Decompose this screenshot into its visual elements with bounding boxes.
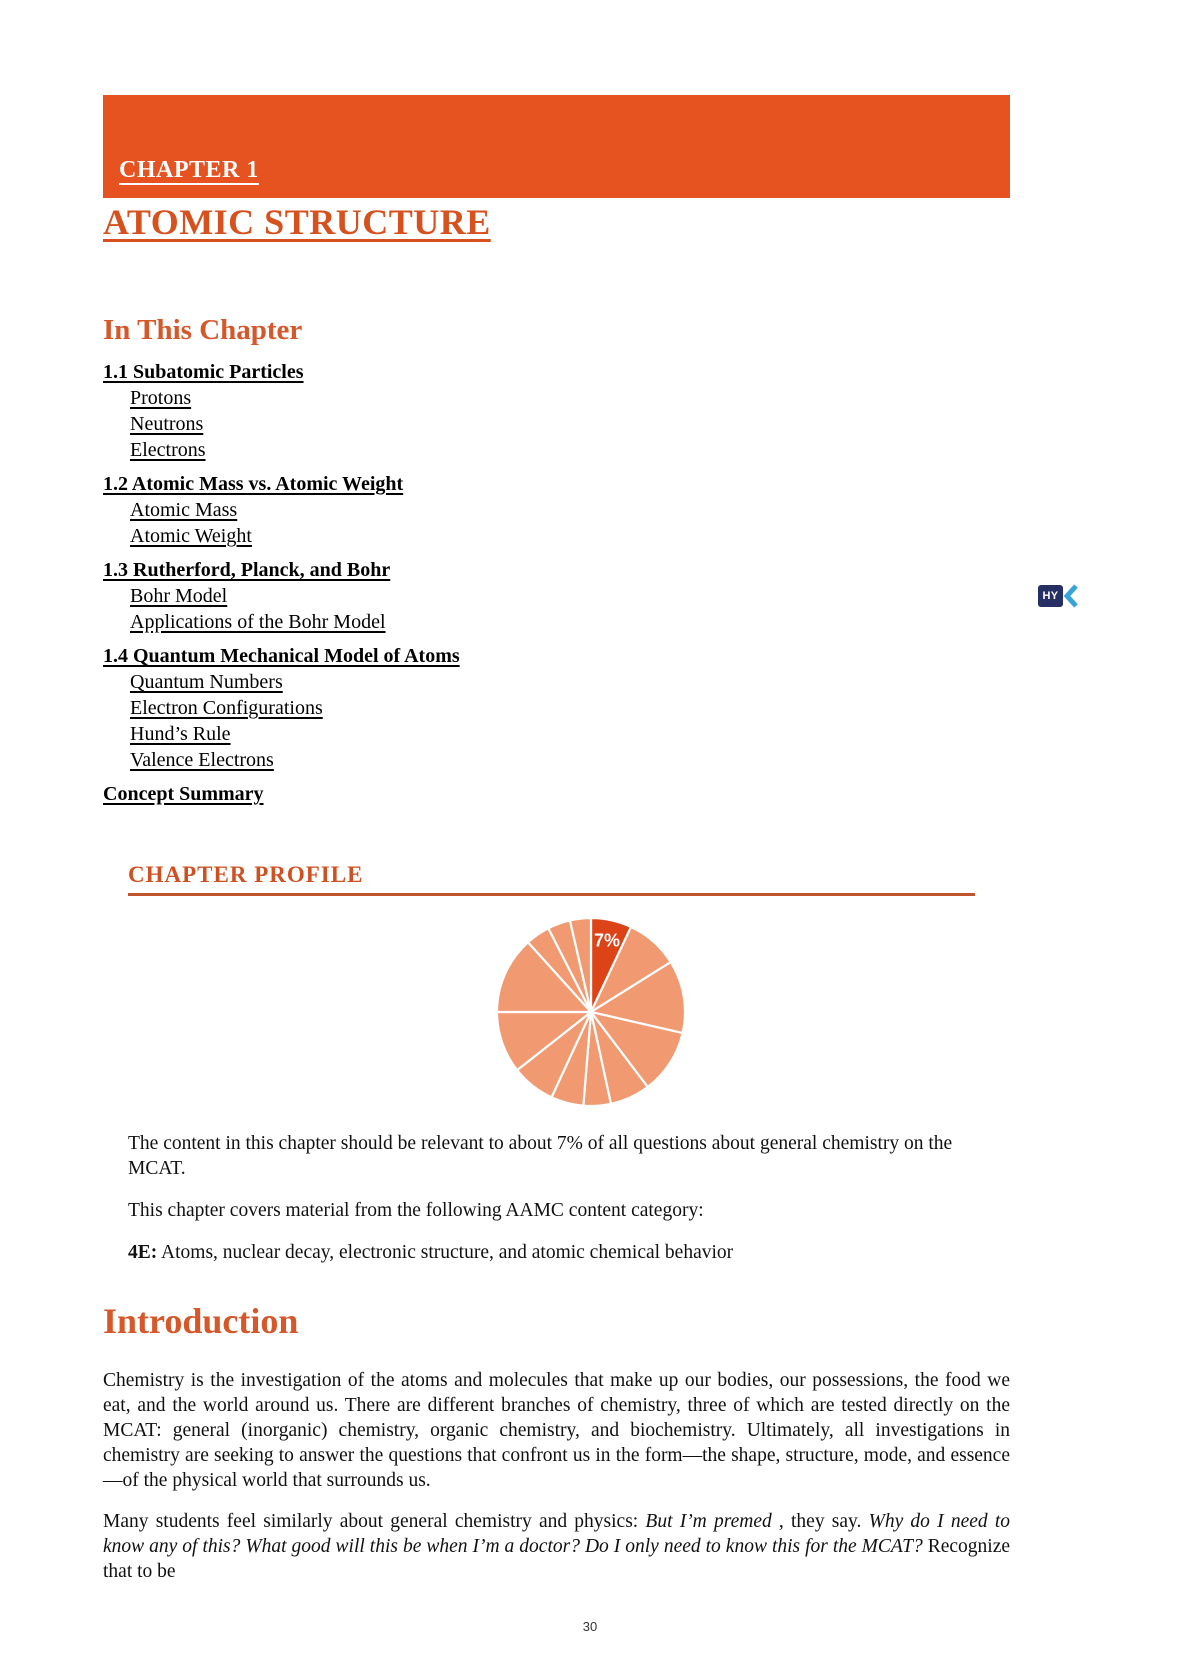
toc-subitem-link[interactable]: Atomic Weight	[130, 525, 252, 547]
toc-section-link[interactable]: 1.3 Rutherford, Planck, and Bohr	[103, 559, 391, 581]
toc-subitem-link[interactable]: Valence Electrons	[130, 749, 274, 771]
toc-subitem-link[interactable]: Electron Configurations	[130, 697, 323, 719]
text-segment: Recognize that to be	[103, 1536, 1011, 1582]
intro-paragraph-2	[103, 1509, 1010, 1584]
toc-subitem-link[interactable]: Electrons	[130, 439, 206, 461]
toc-subitem-link[interactable]: Atomic Mass	[130, 499, 238, 521]
chapter-banner	[103, 95, 1010, 198]
toc-subitem-link[interactable]: Protons	[130, 387, 192, 409]
profile-description-1: The content in this chapter should be relevant to about 7% of all questions about general chemistry on the MCAT.	[128, 1133, 953, 1179]
toc-subitem-link[interactable]: Neutrons	[130, 413, 204, 435]
introduction-section	[103, 1300, 1010, 1584]
toc-group	[103, 643, 1010, 773]
text-segment: Atoms, nuclear decay, electronic structure, and atomic chemical behavior	[157, 1242, 734, 1263]
chapter-profile-chart	[491, 912, 691, 1112]
introduction-heading: Introduction	[103, 1301, 299, 1341]
text-segment: Many students feel similarly about general chemistry and physics:	[103, 1511, 646, 1532]
profile-description-2: This chapter covers material from the following AAMC content category:	[128, 1200, 704, 1221]
concept-summary-link[interactable]: Concept Summary	[103, 783, 264, 805]
text-segment: 4E:	[128, 1242, 158, 1263]
toc-sections	[103, 359, 1010, 773]
toc-subitem-link[interactable]: Applications of the Bohr Model	[130, 611, 386, 633]
text-segment: , they say.	[771, 1511, 869, 1532]
hy-badge-chip	[1038, 585, 1063, 607]
table-of-contents	[103, 314, 1010, 807]
toc-subitem-link[interactable]: Bohr Model	[130, 585, 228, 607]
chapter-profile-pie	[491, 912, 691, 1112]
toc-section-link[interactable]: 1.2 Atomic Mass vs. Atomic Weight	[103, 473, 404, 495]
toc-subitem-link[interactable]: Quantum Numbers	[130, 671, 283, 693]
high-yield-badge	[1038, 584, 1078, 608]
hy-chevron-icon	[1064, 584, 1078, 608]
text-segment: Why do I need to know any of this? What good will this be when I’m a doctor? Do I only need to know this for the MCAT?	[103, 1511, 1010, 1557]
page-number: 30	[582, 1619, 598, 1634]
chapter-profile-text	[128, 1131, 1010, 1282]
toc-group	[103, 557, 1010, 635]
chapter-label: CHAPTER 1	[119, 157, 259, 183]
aamc-category	[128, 1240, 1010, 1265]
chapter-profile-section	[128, 862, 975, 896]
pie-percentage-label: 7%	[593, 930, 621, 951]
text-segment: But I’m premed	[645, 1511, 772, 1532]
chapter-profile-heading: CHAPTER PROFILE	[128, 862, 975, 896]
toc-section-link[interactable]: 1.4 Quantum Mechanical Model of Atoms	[103, 645, 460, 667]
toc-group	[103, 359, 1010, 463]
page-title: ATOMIC STRUCTURE	[103, 202, 491, 242]
hy-badge-label: HY	[1042, 590, 1059, 602]
toc-section-link[interactable]: 1.1 Subatomic Particles	[103, 361, 304, 383]
toc-subitem-link[interactable]: Hund’s Rule	[130, 723, 231, 745]
toc-group	[103, 471, 1010, 549]
toc-heading: In This Chapter	[103, 314, 303, 346]
intro-paragraph-1: Chemistry is the investigation of the atoms and molecules that make up our bodies, our possessions, the food we eat, and the world around us. There are different branches of chemistry, three of which are tested directly on the MCAT: general (inorganic) chemistry, organic chemistry, and biochemistry. Ultimately, all investigations in chemistry are seeking to answer the questions that confront us in the form—the shape, structure, mode, and essence—of the physical world that surrounds us.	[103, 1370, 1010, 1491]
